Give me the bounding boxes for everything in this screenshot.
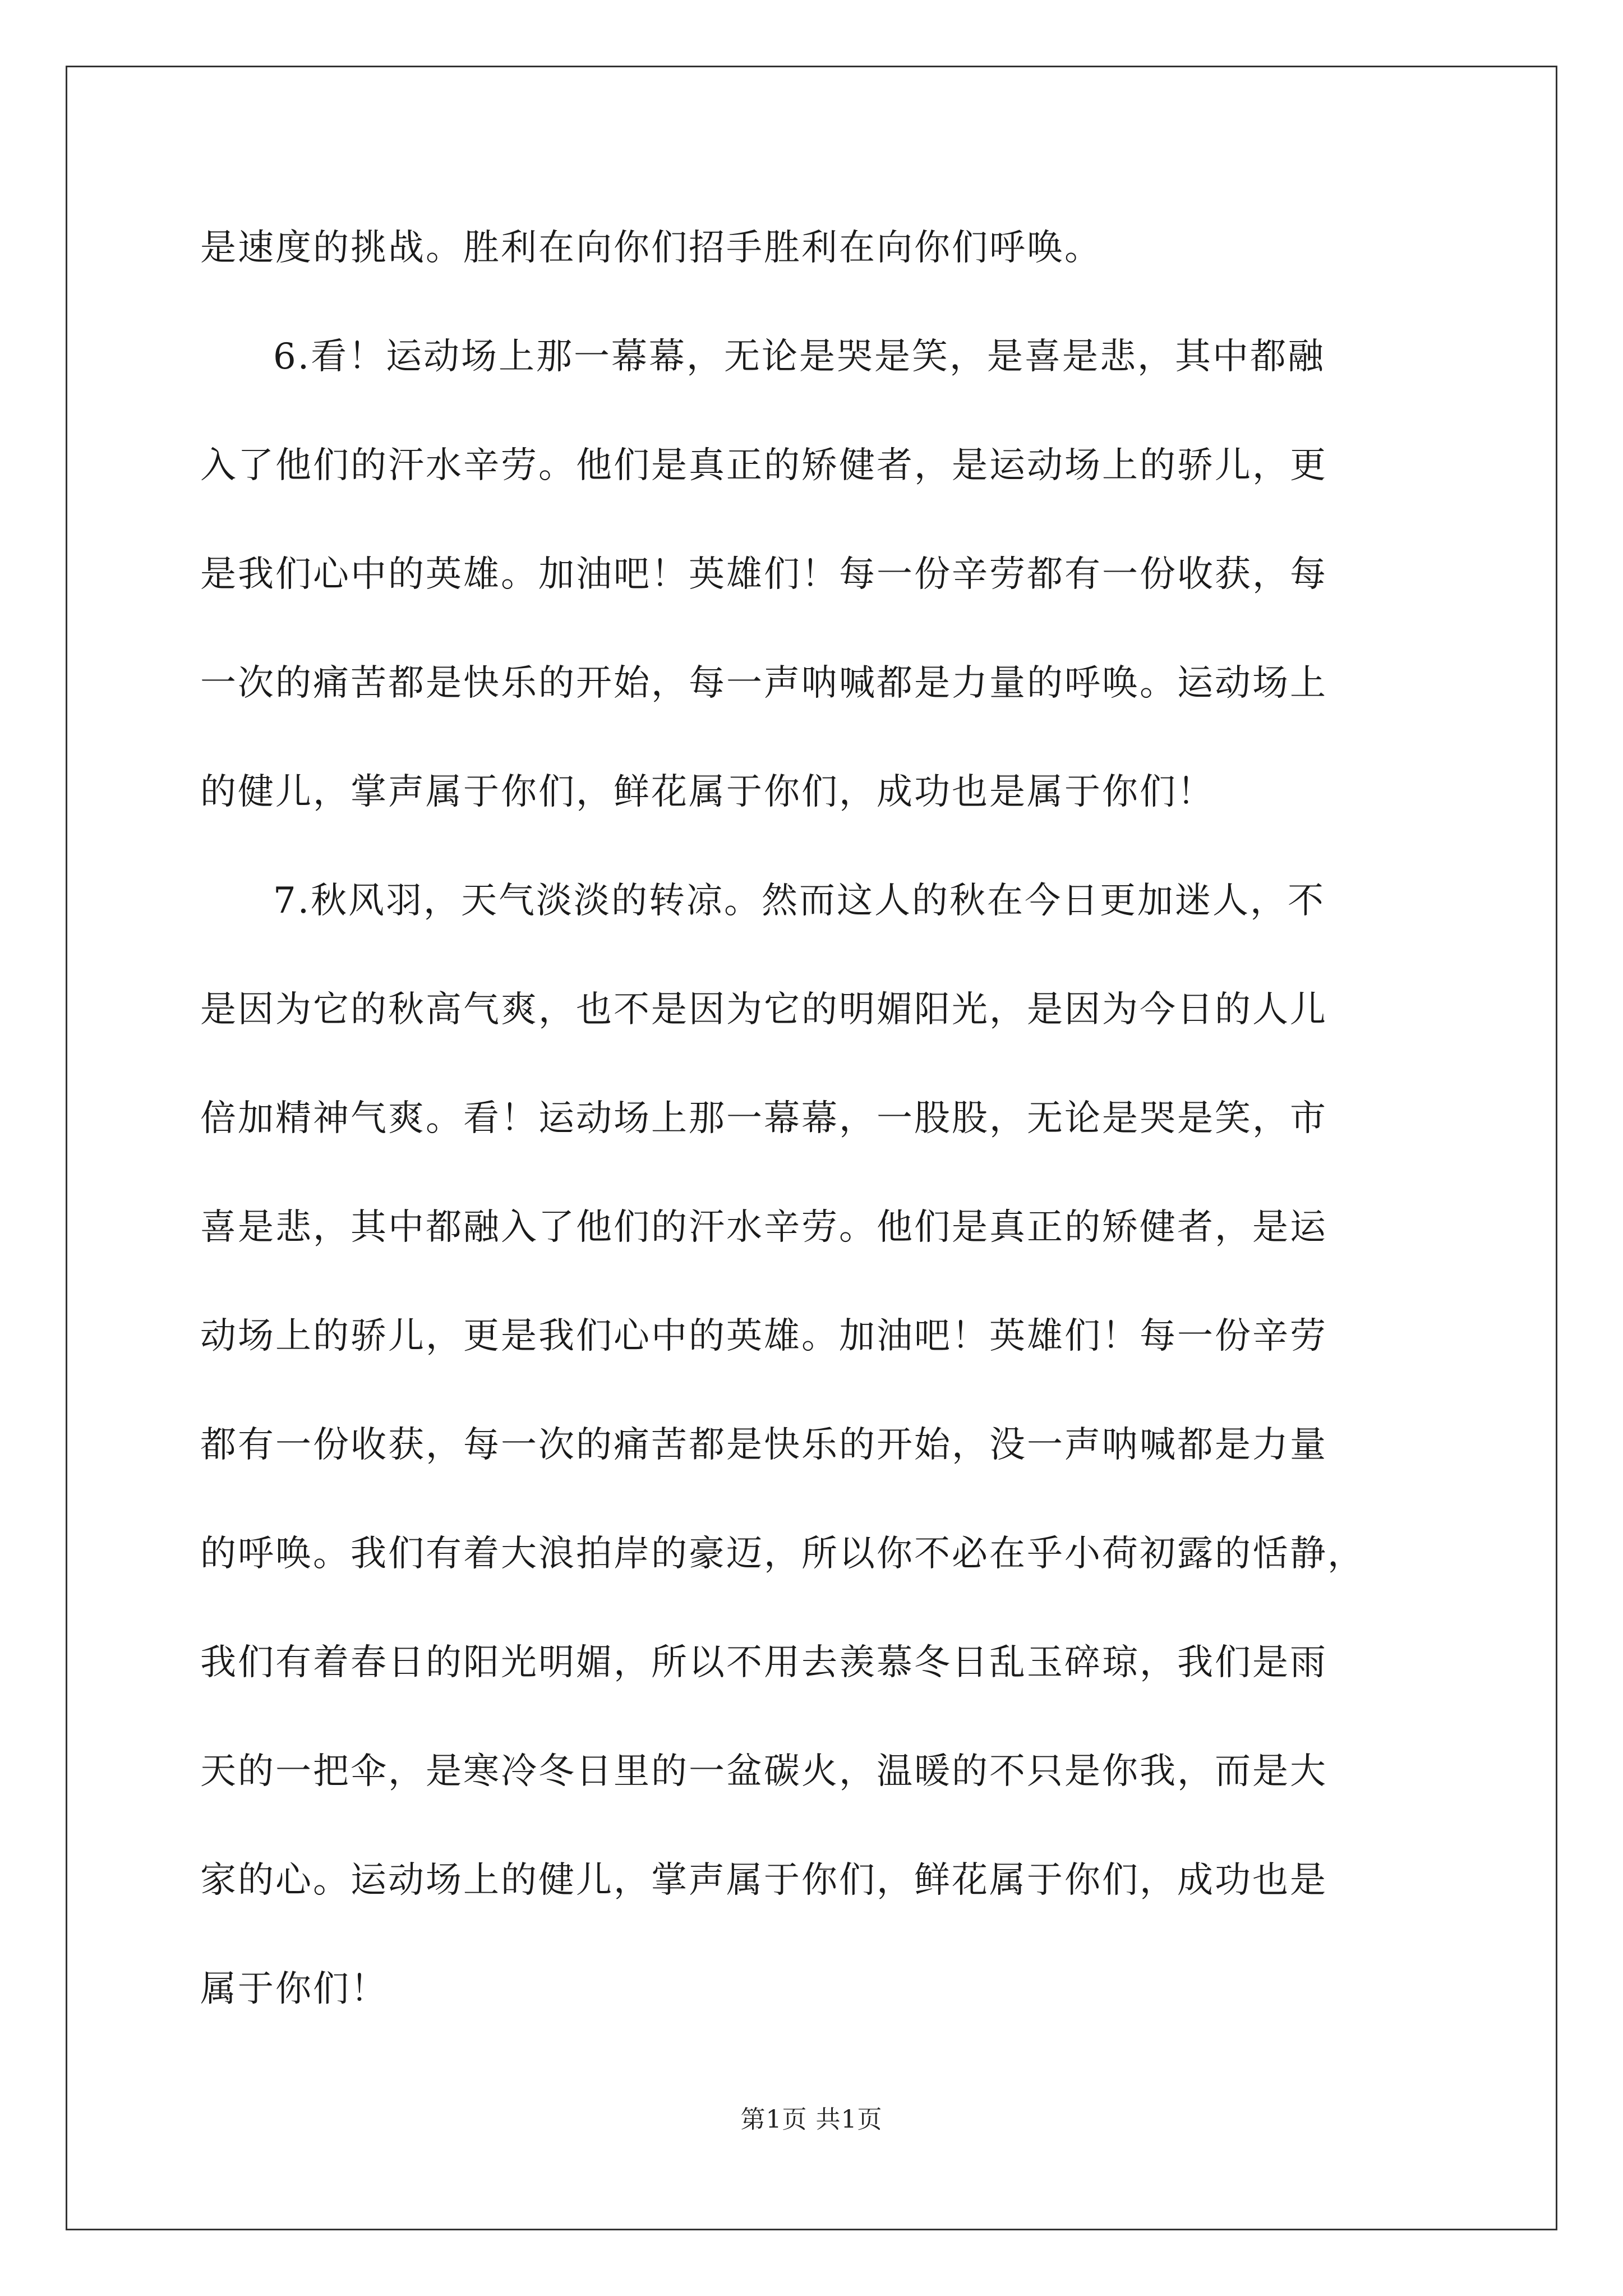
text-line-7: 7.秋风羽，天气淡淡的转凉。然而这人的秋在今日更加迷人，不: [273, 880, 1326, 922]
text-line-13: 的呼唤。我们有着大浪拍岸的豪迈，所以你不必在乎小荷初露的恬静，: [200, 1533, 1365, 1575]
text-line-3: 入了他们的汗水辛劳。他们是真正的矫健者，是运动场上的骄儿，更: [200, 445, 1327, 486]
text-line-5: 一次的痛苦都是快乐的开始，每一声呐喊都是力量的呼唤。运动场上: [200, 662, 1327, 704]
text-line-14: 我们有着春日的阳光明媚，所以不用去羡慕冬日乱玉碎琼，我们是雨: [200, 1642, 1327, 1683]
text-line-1: 是速度的挑战。胜利在向你们招手胜利在向你们呼唤。: [200, 227, 1102, 269]
text-line-4: 是我们心中的英雄。加油吧！英雄们！每一份辛劳都有一份收获，每: [200, 554, 1327, 595]
document-body: [200, 220, 1454, 2070]
text-line-12: 都有一份收获，每一次的痛苦都是快乐的开始，没一声呐喊都是力量: [200, 1424, 1327, 1466]
text-line-8: 是因为它的秋高气爽，也不是因为它的明媚阳光，是因为今日的人儿: [200, 989, 1327, 1030]
text-line-17: 属于你们！: [200, 1968, 388, 2010]
page-footer: 第1页 共1页: [740, 2105, 883, 2134]
text-line-10: 喜是悲，其中都融入了他们的汗水辛劳。他们是真正的矫健者，是运: [200, 1207, 1327, 1248]
text-line-6: 的健儿，掌声属于你们，鲜花属于你们，成功也是属于你们！: [200, 771, 1215, 813]
text-line-11: 动场上的骄儿，更是我们心中的英雄。加油吧！英雄们！每一份辛劳: [200, 1315, 1327, 1357]
text-line-9: 倍加精神气爽。看！运动场上那一幕幕，一股股，无论是哭是笑，市: [200, 1098, 1327, 1139]
text-line-16: 家的心。运动场上的健儿，掌声属于你们，鲜花属于你们，成功也是: [200, 1860, 1327, 1901]
text-line-2: 6.看！运动场上那一幕幕，无论是哭是笑，是喜是悲，其中都融: [273, 336, 1326, 378]
text-line-15: 天的一把伞，是寒冷冬日里的一盆碳火，温暖的不只是你我，而是大: [200, 1751, 1327, 1792]
